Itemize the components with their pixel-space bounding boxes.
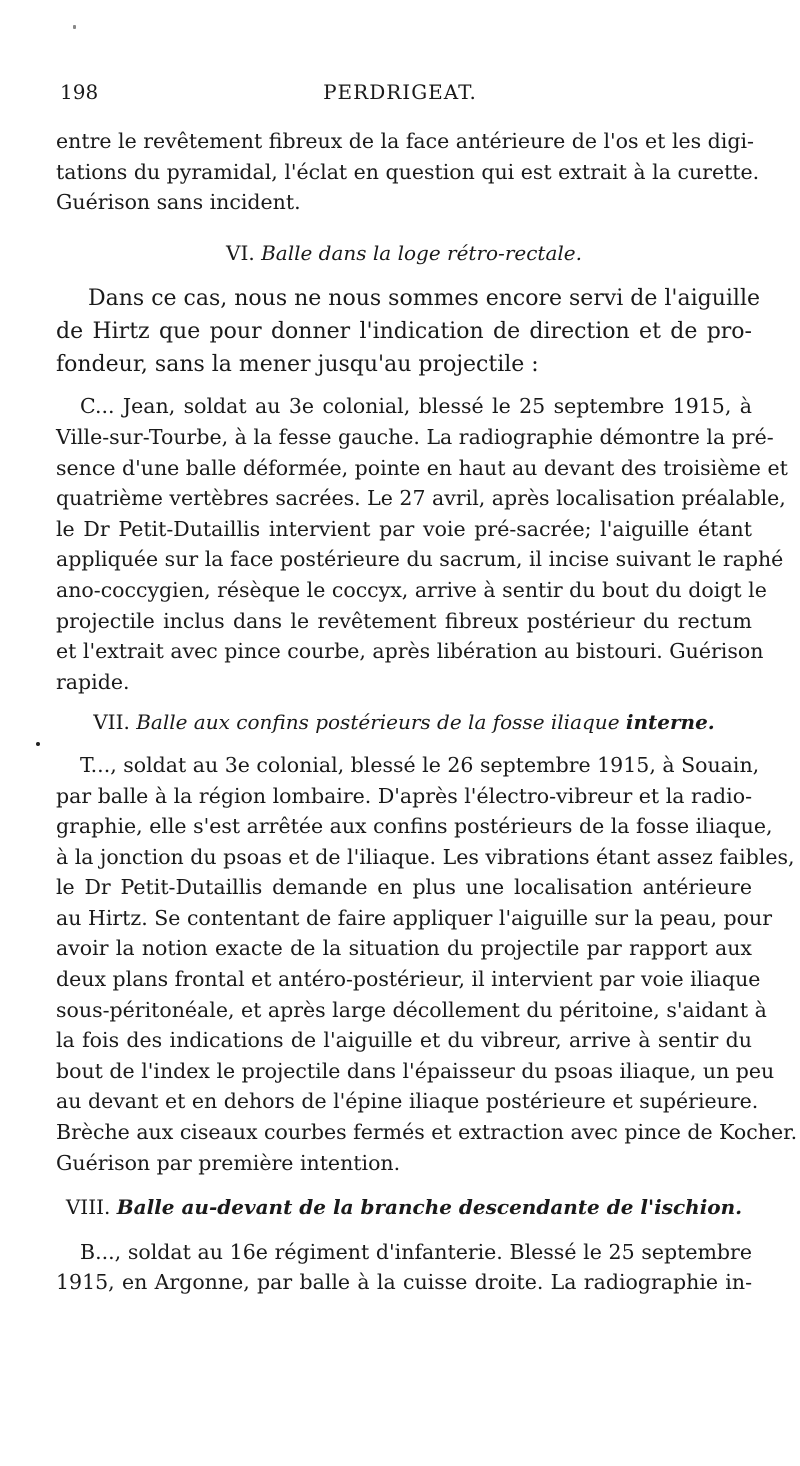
text-line: Ville-sur-Tourbe, à la fesse gauche. La radiographie démontre la pré- [56, 424, 774, 449]
section-title-end: interne. [625, 710, 715, 735]
text-line: appliquée sur la face postérieure du sacrum, il incise suivant le raphé [56, 547, 784, 572]
text-line: graphie, elle s'est arrêtée aux confins postérieurs de la fosse iliaque, [56, 814, 773, 839]
text-line: sous-péritonéale, et après large décollement du péritoine, s'aidant à [56, 997, 767, 1022]
section-vi-heading [56, 238, 752, 269]
text-line: Brèche aux ciseaux courbes fermés et extraction avec pince de Kocher. [56, 1120, 798, 1145]
text-line: Guérison sans incident. [56, 190, 301, 215]
text-line: rapide. [56, 669, 130, 694]
page-header [60, 80, 740, 110]
text-line: deux plans frontal et antéro-postérieur, il intervient par voie iliaque [56, 967, 761, 992]
text-line: au devant et en dehors de l'épine iliaque postérieure et supérieure. [56, 1089, 759, 1114]
running-title: PERDRIGEAT. [323, 80, 477, 104]
section-title: Balle aux confins postérieurs de la fosse iliaque [136, 710, 620, 735]
margin-dot [36, 742, 40, 746]
page-body [56, 126, 798, 1298]
section-title: Balle au-devant de la branche descendante de l'ischion. [116, 1195, 743, 1220]
section-title: Balle dans la loge rétro-rectale. [261, 240, 582, 265]
intro-paragraph [56, 126, 760, 218]
text-line: C... Jean, soldat au 3e colonial, blessé le 25 septembre 1915, à [80, 394, 752, 419]
text-line: Dans ce cas, nous ne nous sommes encore servi de l'aiguille [88, 286, 761, 312]
text-line: B..., soldat au 16e régiment d'infanterie. Blessé le 25 septembre [80, 1239, 752, 1264]
section-vii-case [56, 750, 798, 1178]
text-line: Guérison par première intention. [56, 1150, 401, 1175]
section-vi-intro [56, 282, 761, 381]
text-line: de Hirtz que pour donner l'indication de direction et de pro- [56, 319, 752, 345]
section-numeral: VI. [226, 240, 255, 265]
text-line: fondeur, sans la mener jusqu'au projectile : [56, 352, 539, 378]
section-numeral: VII. [93, 710, 130, 735]
text-line: la fois des indications de l'aiguille et du vibreur, arrive à sentir du [56, 1028, 752, 1053]
text-line: tations du pyramidal, l'éclat en question qui est extrait à la curette. [56, 159, 760, 184]
text-line: 1915, en Argonne, par balle à la cuisse droite. La radiographie in- [56, 1270, 752, 1295]
text-line: le Dr Petit-Dutaillis demande en plus une localisation antérieure [56, 875, 752, 900]
text-line: T..., soldat au 3e colonial, blessé le 26 septembre 1915, à Souain, [80, 752, 760, 777]
page-number: 198 [60, 80, 99, 104]
text-line: et l'extrait avec pince courbe, après libération au bistouri. Guérison [56, 639, 764, 664]
text-line: le Dr Petit-Dutaillis intervient par voie pré-sacrée; l'aiguille étant [56, 516, 752, 541]
text-line: par balle à la région lombaire. D'après l'électro-vibreur et la radio- [56, 783, 752, 808]
section-vi-case [56, 391, 788, 697]
text-line: avoir la notion exacte de la situation du projectile par rapport aux [56, 936, 752, 961]
section-vii-heading [56, 707, 752, 738]
text-line: sence d'une balle déformée, pointe en haut au devant des troisième et [56, 455, 788, 480]
text-line: ano-coccygien, résèque le coccyx, arrive à sentir du bout du doigt le [56, 577, 767, 602]
text-line: à la jonction du psoas et de l'iliaque. Les vibrations étant assez faibles, [56, 844, 795, 869]
section-viii-heading [56, 1192, 752, 1223]
text-line: quatrième vertèbres sacrées. Le 27 avril, après localisation préalable, [56, 486, 786, 511]
text-line: entre le revêtement fibreux de la face antérieure de l'os et les digi- [56, 129, 754, 153]
paper-speck [73, 25, 76, 29]
section-numeral: VIII. [65, 1195, 111, 1220]
text-line: projectile inclus dans le revêtement fibreux postérieur du rectum [56, 608, 752, 633]
text-line: bout de l'index le projectile dans l'épaisseur du psoas iliaque, un peu [56, 1058, 775, 1083]
text-line: au Hirtz. Se contentant de faire appliquer l'aiguille sur la peau, pour [56, 905, 773, 930]
section-viii-case [56, 1237, 752, 1298]
